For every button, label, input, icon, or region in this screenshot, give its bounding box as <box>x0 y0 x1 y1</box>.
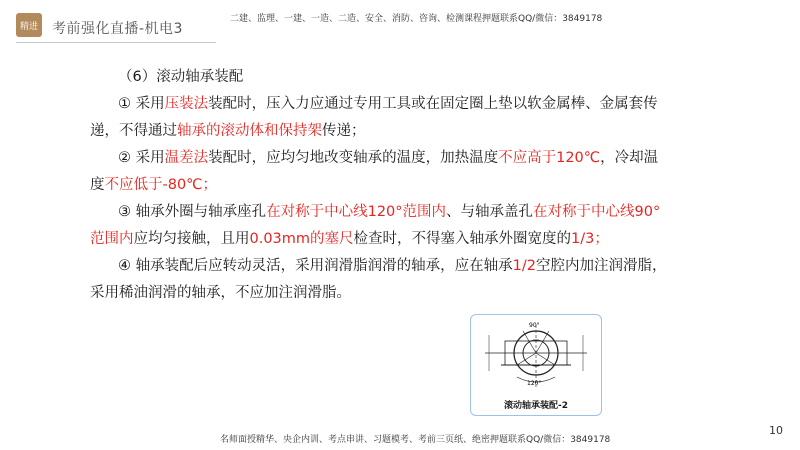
list-item <box>90 199 670 253</box>
body-text: ② 采用 <box>118 150 165 166</box>
slide-content <box>90 64 670 307</box>
body-text: 应均匀接触，且用 <box>133 231 250 247</box>
list-item <box>90 253 670 307</box>
figure-caption: 滚动轴承装配-2 <box>504 401 568 411</box>
highlighted-text: 1/2 <box>512 258 536 274</box>
body-text: ③ 轴承外圈与轴承座孔 <box>118 204 267 220</box>
bearing-diagram <box>471 315 601 399</box>
highlighted-text: 在对称于中心线120°范围内 <box>266 204 447 220</box>
highlighted-text: 1/3； <box>571 231 609 247</box>
angle-label-bottom: 120° <box>527 380 542 387</box>
slide-header <box>0 0 800 44</box>
highlighted-text: 不应低于-80℃； <box>104 177 217 193</box>
highlighted-text: 不应高于120℃ <box>498 150 601 166</box>
list-item <box>90 91 670 145</box>
highlighted-text: 温差法 <box>164 150 209 166</box>
section-heading: （6）滚动轴承装配 <box>118 69 244 85</box>
body-text: 检查时，不得塞入轴承外圈宽度的 <box>353 231 572 247</box>
highlighted-text: 轴承的滚动体和保持架 <box>177 123 322 139</box>
brand-logo: 精进 <box>16 13 42 37</box>
body-text: 装配时，应均匀地改变轴承的温度，加热温度 <box>208 150 499 166</box>
highlighted-text: 在对称于中心线90°范围内 <box>90 204 661 247</box>
angle-label-top: 90° <box>529 322 540 329</box>
bottom-contact-banner: 名师面授精华、央企内训、考点串讲、习题模考、考前三页纸、绝密押题联系QQ/微信：3849178 <box>220 435 611 445</box>
list-item <box>90 145 670 199</box>
top-contact-banner: 二建、监理、一建、一造、二造、安全、消防、咨询、检测课程押题联系QQ/微信：3849178 <box>230 14 603 24</box>
bearing-assembly-figure <box>470 314 602 416</box>
body-text: ，冷却温度 <box>90 150 659 193</box>
body-text: ④ 轴承装配后应转动灵活，采用润滑脂润滑的轴承，应在轴承 <box>118 258 513 274</box>
page-number: 10 <box>769 424 783 437</box>
body-text: 传递； <box>322 123 366 139</box>
highlighted-text: 0.03mm的塞尺 <box>249 231 354 247</box>
header-divider <box>16 42 216 43</box>
body-text: 、与轴承盖孔 <box>446 204 534 220</box>
body-text: ① 采用 <box>118 96 165 112</box>
body-text: 空腔内加注润滑脂，采用稀油润滑的轴承，不应加注润滑脂。 <box>90 258 667 301</box>
highlighted-text: 压装法 <box>164 96 209 112</box>
course-title: 考前强化直播-机电3 <box>52 21 183 37</box>
body-text: 装配时，压入力应通过专用工具或在固定圈上垫以软金属棒、金属套传递，不得通过 <box>90 96 658 139</box>
